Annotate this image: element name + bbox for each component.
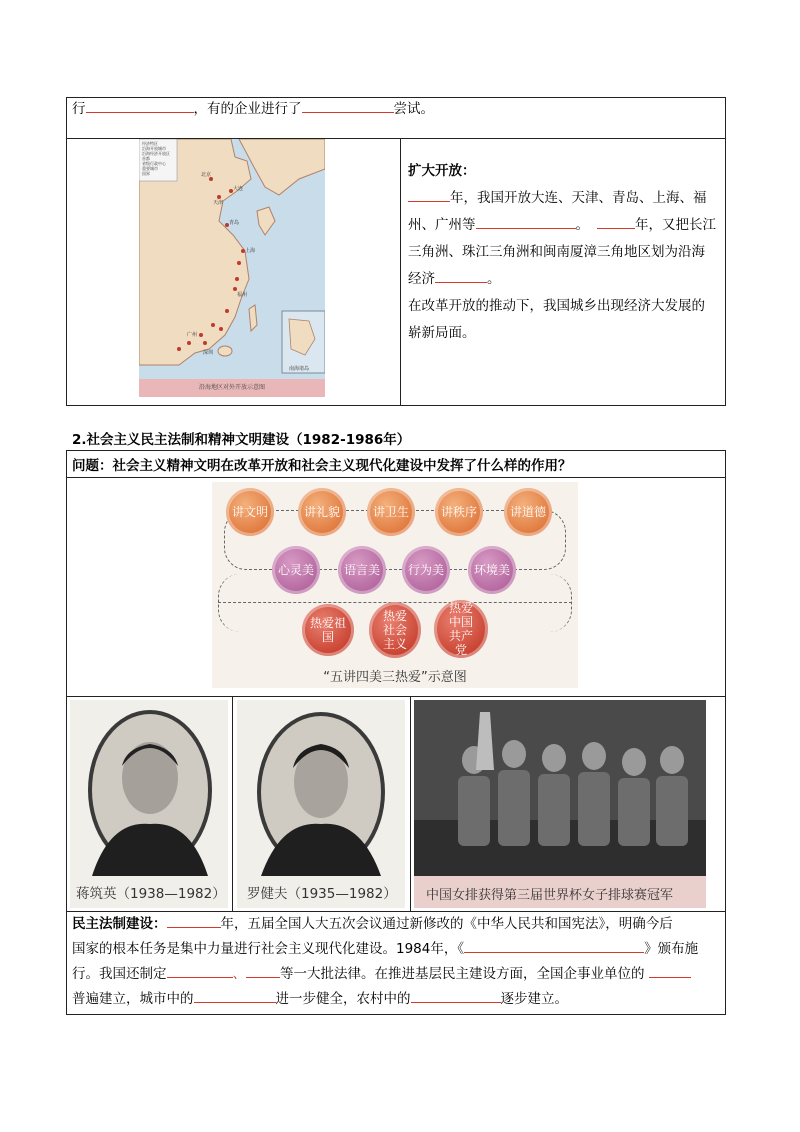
democracy-l3a: 行。我国还制定 [72,966,167,982]
blank-year-1 [408,187,450,202]
map-caption: 沿海地区对外开放示意图 [198,384,265,391]
blank-city [194,988,276,1003]
circle-jiang-daode: 讲道德 [504,488,552,536]
democracy-l1: 年，五届全国人大五次会议通过新修改的《中华人民共和国宪法》，明确今后 [220,916,673,932]
democracy-heading: 民主法制建设： [72,916,167,932]
open-heading: 扩大开放： [408,163,476,179]
portrait-2-svg [237,700,405,876]
democracy-l3b: 、 [232,966,246,982]
circle-jiang-weisheng: 讲卫生 [367,488,415,536]
circle-jiang-limao: 讲礼貌 [298,488,346,536]
open-line3: 三角洲、珠江三角洲和闽南厦漳三角地区划为沿海 [408,244,705,260]
photo-luo-jianfu [237,700,405,908]
map-inset-label: 南海诸岛 [289,366,310,372]
photo-jiang-zhuying [70,700,228,908]
democracy-text [72,912,762,1012]
legend-item: 经济特区 [142,141,158,146]
democracy-l3c: 等一大批法律。在推进基层民主建设方面，全国企事业单位的 [280,966,645,982]
open-line2b: 。 [575,217,589,233]
open-line1: 年，我国开放大连、天津、青岛、上海、福 [450,190,707,206]
photo-divider-1 [232,696,233,912]
circle-xingwei-mei: 行为美 [402,546,450,594]
blank-law-3 [246,963,280,978]
circle-reai-shehuizhuyi: 热爱社会主义 [369,602,421,658]
row1-text [72,96,434,123]
map-city: 大连 [233,186,244,192]
open-line5: 在改革开放的推动下，我国城乡出现经济大发展的 [408,298,705,314]
map-city: 福州 [237,292,248,298]
blank-2 [302,98,394,113]
democracy-l2: 国家的根本任务是集中力量进行社会主义现代化建设。1984年，《 [72,941,465,957]
section2-title: 2.社会主义民主法制和精神文明建设（1982-1986年） [72,432,411,448]
row1-mid: ，有的企业进行了 [193,101,302,117]
map-city: 深圳 [203,350,214,356]
democracy-l4b: 进一步健全，农村中的 [275,991,411,1007]
legend-item: 首都 [142,156,150,161]
coastal-map [139,139,325,397]
map-city: 广州 [187,332,198,338]
open-line2c: 年，又把长江 [635,217,716,233]
table-divider [400,138,401,406]
open-line4b: 。 [487,271,501,287]
circle-jiang-zhixu: 讲秩序 [435,488,483,536]
legend-item: 国界 [142,171,150,176]
democracy-l4c: 逐步建立。 [500,991,568,1007]
row1-prefix: 行 [72,101,86,117]
volleyball-svg [414,700,706,876]
caption-luo: 罗健夫（1935—1982） [247,886,397,902]
portrait-1-svg [70,700,228,876]
five-four-three-diagram [212,482,578,688]
row1-suffix: 尝试。 [393,101,434,117]
open-line2a: 州、广州等 [408,217,476,233]
map-city: 北京 [201,172,212,178]
caption-volleyball: 中国女排获得第三届世界杯女子排球赛冠军 [426,888,674,903]
open-text [408,158,723,347]
blank-open-cities [476,214,576,229]
blank-year-2 [597,214,635,229]
blank-congress [649,963,691,978]
legend-item: 沿海经济开放区 [142,151,170,156]
map-legend [142,141,170,176]
democracy-l2b: 》颁布施 [644,941,699,957]
map-city: 青岛 [229,220,240,226]
photo-womens-volleyball [414,700,706,908]
map-city: 上海 [245,248,256,254]
legend-item: 省级行政中心 [142,161,166,166]
blank-1 [86,98,194,113]
legend-item: 沿海开放城市 [142,146,166,151]
diagram-caption: “五讲四美三热爱”示意图 [323,670,467,685]
photo-divider-2 [410,696,411,912]
open-line6: 崭新局面。 [408,325,476,341]
blank-year-3 [167,913,221,928]
open-line4a: 经济 [408,271,435,287]
legend-item: 重要城市 [142,166,158,171]
blank-village [411,988,501,1003]
democracy-l4a: 普遍建立，城市中的 [72,991,194,1007]
circle-jiang-wenming: 讲文明 [226,488,274,536]
circle-huanjing-mei: 环境美 [468,546,516,594]
map-svg [139,139,325,397]
circle-reai-gongchandang: 热爱中国共产党 [434,600,488,658]
circle-xinling-mei: 心灵美 [272,546,320,594]
blank-law-2 [167,963,233,978]
blank-econ [435,268,487,283]
circle-reai-zuguo: 热爱祖国 [302,604,354,656]
map-city: 天津 [213,200,224,206]
question-text: 问题：社会主义精神文明在改革开放和社会主义现代化建设中发挥了什么样的作用？ [72,458,572,474]
caption-jiang: 蒋筑英（1938—1982） [76,886,226,902]
circle-yuyan-mei: 语言美 [338,546,386,594]
blank-law-1 [464,938,644,953]
